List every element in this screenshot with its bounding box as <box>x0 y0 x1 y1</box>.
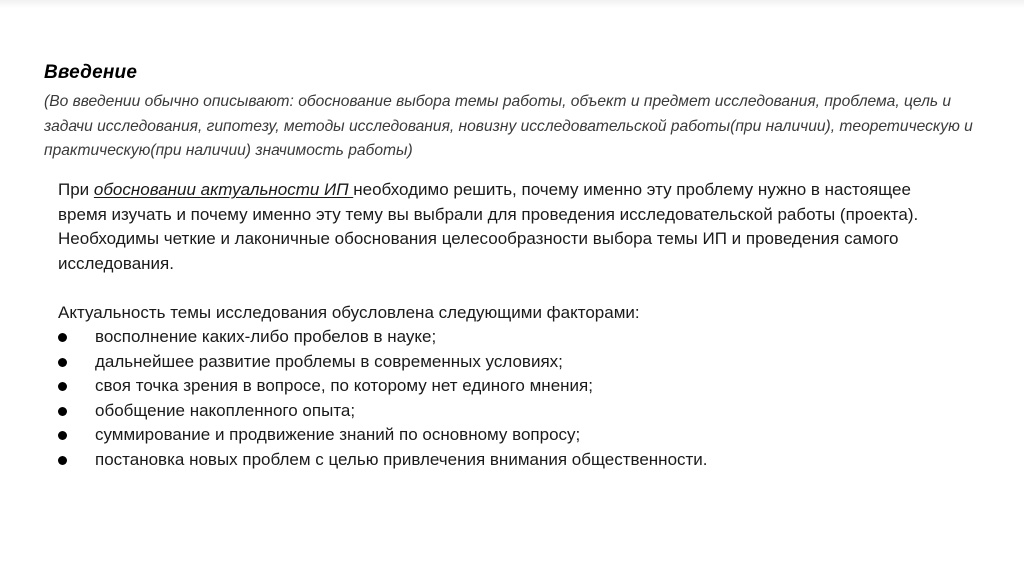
bullet-icon <box>58 431 67 440</box>
bullet-icon <box>58 407 67 416</box>
list-item-text: обобщение накопленного опыта; <box>95 400 356 420</box>
list-item <box>58 325 938 350</box>
section-heading: Введение <box>44 62 138 83</box>
list-item-text: восполнение каких-либо пробелов в науке; <box>95 327 437 346</box>
list-item <box>58 399 938 424</box>
list-item-text: дальнейшее развитие проблемы в современных условиях; <box>95 351 563 371</box>
list-item <box>58 448 938 473</box>
paragraph-rest: необходимо решить, почему именно эту проблему нужно в настоящее время изучать и почему именно эту тему вы выбрали для проведения исследовательской работы (проекта). Необходимы четкие и лаконичные обоснования целесообразности выбора темы ИП и проведения самого исследования. <box>58 180 919 273</box>
top-edge-shadow <box>0 0 1024 8</box>
factors-title: Актуальность темы исследования обусловлена следующими факторами: <box>58 303 640 322</box>
bullet-icon <box>58 382 67 391</box>
bullet-icon <box>58 333 67 342</box>
paragraph-prefix: При <box>58 180 94 199</box>
bullet-icon <box>58 358 67 367</box>
factors-list <box>58 325 938 472</box>
list-item <box>58 350 938 375</box>
relevance-link[interactable]: обосновании актуальности ИП <box>93 180 354 199</box>
list-item-text: суммирование и продвижение знаний по основному вопросу; <box>95 425 581 444</box>
bullet-icon <box>58 456 67 465</box>
list-item <box>58 423 938 448</box>
list-item-text: своя точка зрения в вопросе, по которому нет единого мнения; <box>95 376 593 395</box>
relevance-paragraph <box>58 178 938 276</box>
intro-note: (Во введении обычно описывают: обоснование выбора темы работы, объект и предмет исследования, проблема, цель и задачи исследования, гипотезу, методы исследования, новизну исследовательской работы(при наличии), теоретическую и практическую(при наличии) значимость работы) <box>44 93 973 159</box>
list-item-text: постановка новых проблем с целью привлечения внимания общественности. <box>95 449 708 469</box>
list-item <box>58 374 938 399</box>
